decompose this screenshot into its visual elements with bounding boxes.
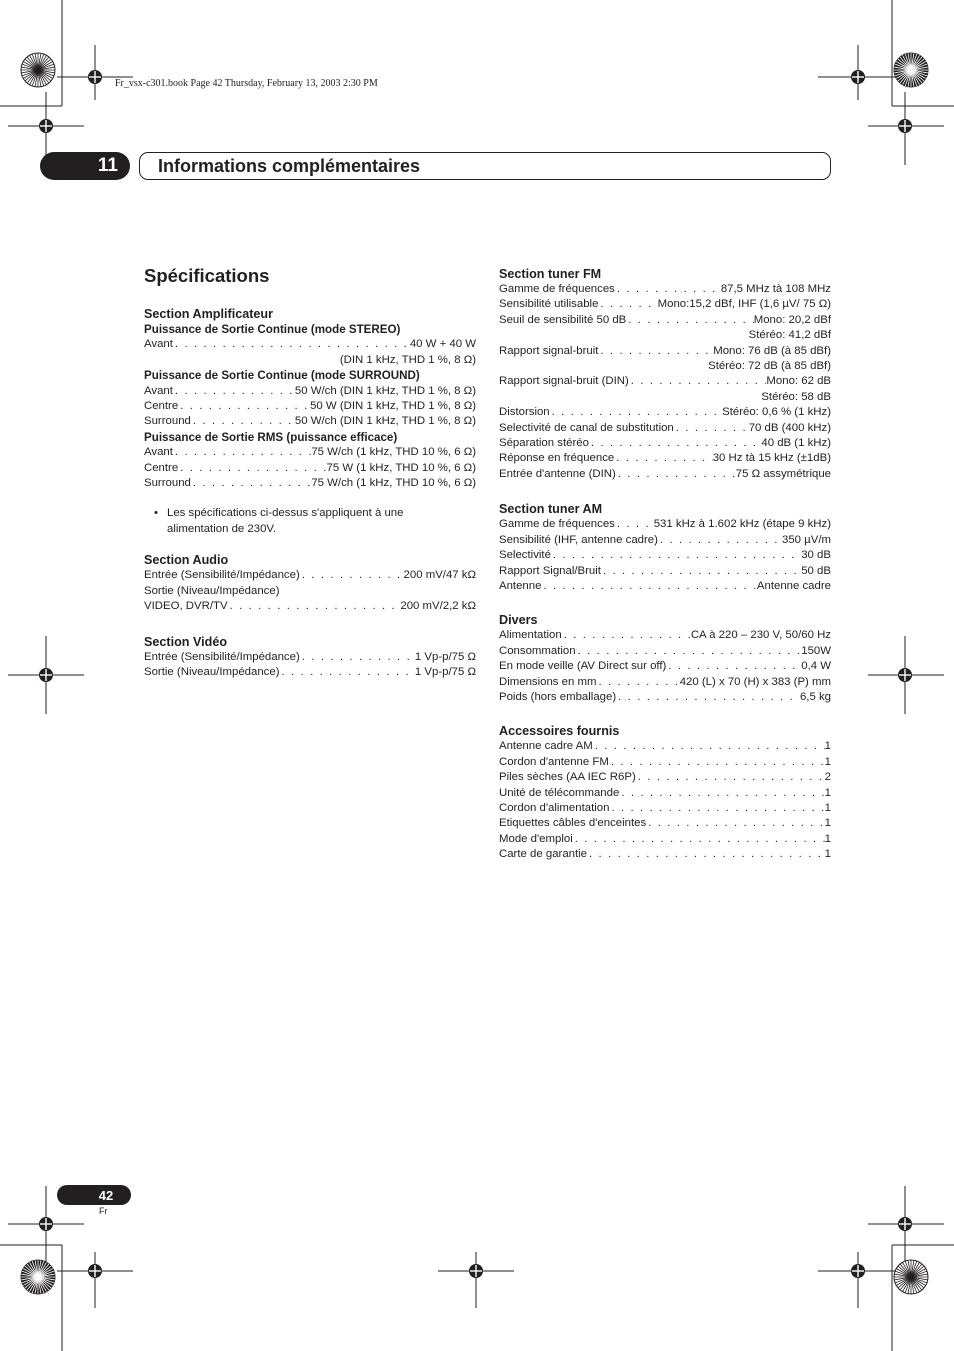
spec-row: Antenne cadre AM . . . 1: [499, 739, 831, 754]
spec-row: Poids (hors emballage) . . . 6,5 kg: [499, 690, 831, 705]
section-title-accessories: Accessoires fournis: [499, 724, 620, 739]
page-number-badge: 42: [57, 1185, 131, 1205]
spec-row: Carte de garantie . . . 1: [499, 847, 831, 862]
chapter-title-bar: [139, 152, 831, 180]
spec-row: Rapport signal-bruit . . . Mono: 76 dB (à 85 dBf): [499, 344, 831, 359]
spec-row: Mode d'emploi . . . 1: [499, 832, 831, 847]
spec-row: Rapport Signal/Bruit . . . 50 dB: [499, 564, 831, 579]
spec-row: Cordon d'alimentation . . . 1: [499, 801, 831, 816]
spec-row: Gamme de fréquences . . . 531 kHz à 1.602 kHz (étape 9 kHz): [499, 517, 831, 532]
spec-row: Sensibilité (IHF, antenne cadre) . . . 350 µV/m: [499, 533, 831, 548]
spec-row: VIDEO, DVR/TV . . . 200 mV/2,2 kΩ: [144, 599, 476, 614]
spec-row: Seuil de sensibilité 50 dB . . . Mono: 20,2 dBf: [499, 313, 831, 328]
section-title-am: Section tuner AM: [499, 502, 603, 517]
spec-row: Avant . . . 75 W/ch (1 kHz, THD 10 %, 6 Ω): [144, 445, 476, 460]
file-info-header: Fr_vsx-c301.book Page 42 Thursday, February 13, 2003 2:30 PM: [115, 78, 378, 89]
subsection-title-stereo: Puissance de Sortie Continue (mode STEREO): [144, 323, 401, 336]
spec-row-continuation: Stéréo: 58 dB: [761, 390, 831, 403]
spec-row: Alimentation . . . CA à 220 – 230 V, 50/60 Hz: [499, 628, 831, 643]
spec-row: Entrée (Sensibilité/Impédance) . . . 1 Vp-p/75 Ω: [144, 650, 476, 665]
spec-row-continuation: Stéréo: 72 dB (à 85 dBf): [708, 360, 831, 373]
spec-row: Distorsion . . . Stéréo: 0,6 % (1 kHz): [499, 405, 831, 420]
spec-row: Etiquettes câbles d'enceintes . . . 1: [499, 816, 831, 831]
spec-row: Selectivité de canal de substitution . . . 70 dB (400 kHz): [499, 421, 831, 436]
spec-row: Cordon d'antenne FM . . . 1: [499, 755, 831, 770]
spec-row: Gamme de fréquences . . . 87,5 MHz tà 108 MHz: [499, 282, 831, 297]
left-column: [144, 265, 476, 680]
spec-row: Surround . . . 50 W/ch (DIN 1 kHz, THD 1 %, 8 Ω): [144, 414, 476, 429]
spec-row: Dimensions en mm . . . 420 (L) x 70 (H) x 383 (P) mm: [499, 675, 831, 690]
spec-label: Sortie (Niveau/Impédance): [144, 584, 280, 597]
section-title-audio: Section Audio: [144, 553, 229, 568]
section-title-amplifier: Section Amplificateur: [144, 307, 273, 321]
note-text: Les spécifications ci-dessus s'appliquent à une alimentation de 230V.: [167, 507, 404, 535]
section-title-misc: Divers: [499, 613, 538, 628]
spec-row: Centre . . . 75 W (1 kHz, THD 10 %, 6 Ω): [144, 461, 476, 476]
spec-row: Séparation stéréo . . . 40 dB (1 kHz): [499, 436, 831, 451]
section-title-video: Section Vidéo: [144, 634, 228, 649]
section-title-fm: Section tuner FM: [499, 267, 602, 281]
spec-row-continuation: Stéréo: 41,2 dBf: [748, 329, 831, 342]
spec-row: Consommation . . . 150W: [499, 644, 831, 659]
spec-row: Surround . . . 75 W/ch (1 kHz, THD 10 %, 6 Ω): [144, 476, 476, 491]
spec-row: Unité de télécommande . . . 1: [499, 786, 831, 801]
spec-row: Sortie (Niveau/Impédance) . . . 1 Vp-p/75 Ω: [144, 665, 476, 680]
note-bullet: [144, 506, 476, 537]
subsection-title-surround: Puissance de Sortie Continue (mode SURROUND): [144, 369, 420, 383]
spec-row: Rapport signal-bruit (DIN) . . . Mono: 62 dB: [499, 374, 831, 389]
spec-row: Selectivité . . . 30 dB: [499, 548, 831, 563]
spec-row-continuation: (DIN 1 kHz, THD 1 %, 8 Ω): [339, 353, 476, 366]
spec-row: Centre . . . 50 W (DIN 1 kHz, THD 1 %, 8 Ω): [144, 399, 476, 414]
bullet-marker: •: [154, 507, 158, 520]
spec-row: Sensibilité utilisable . . . Mono:15,2 dBf, IHF (1,6 µV/ 75 Ω): [499, 297, 831, 312]
spec-row: Piles sèches (AA IEC R6P) . . . 2: [499, 770, 831, 785]
spec-row: Entrée d'antenne (DIN) . . . 75 Ω assymétrique: [499, 467, 831, 482]
right-column: [499, 266, 831, 863]
spec-row: En mode veille (AV Direct sur off) . . . 0,4 W: [499, 659, 831, 674]
page-title: Spécifications: [144, 265, 270, 286]
spec-row: Avant . . . 50 W/ch (DIN 1 kHz, THD 1 %, 8 Ω): [144, 384, 476, 399]
spec-row: Entrée (Sensibilité/Impédance) . . . 200 mV/47 kΩ: [144, 568, 476, 583]
subsection-title-rms: Puissance de Sortie RMS (puissance efficace): [144, 430, 398, 444]
spec-row: Avant . . . 40 W + 40 W: [144, 337, 476, 352]
spec-row: Antenne . . . Antenne cadre: [499, 579, 831, 594]
chapter-title: Informations complémentaires: [158, 155, 421, 176]
page-language: Fr: [99, 1206, 108, 1216]
chapter-number-badge: 11: [40, 152, 130, 180]
spec-row: Réponse en fréquence . . . 30 Hz tà 15 kHz (±1dB): [499, 451, 831, 466]
